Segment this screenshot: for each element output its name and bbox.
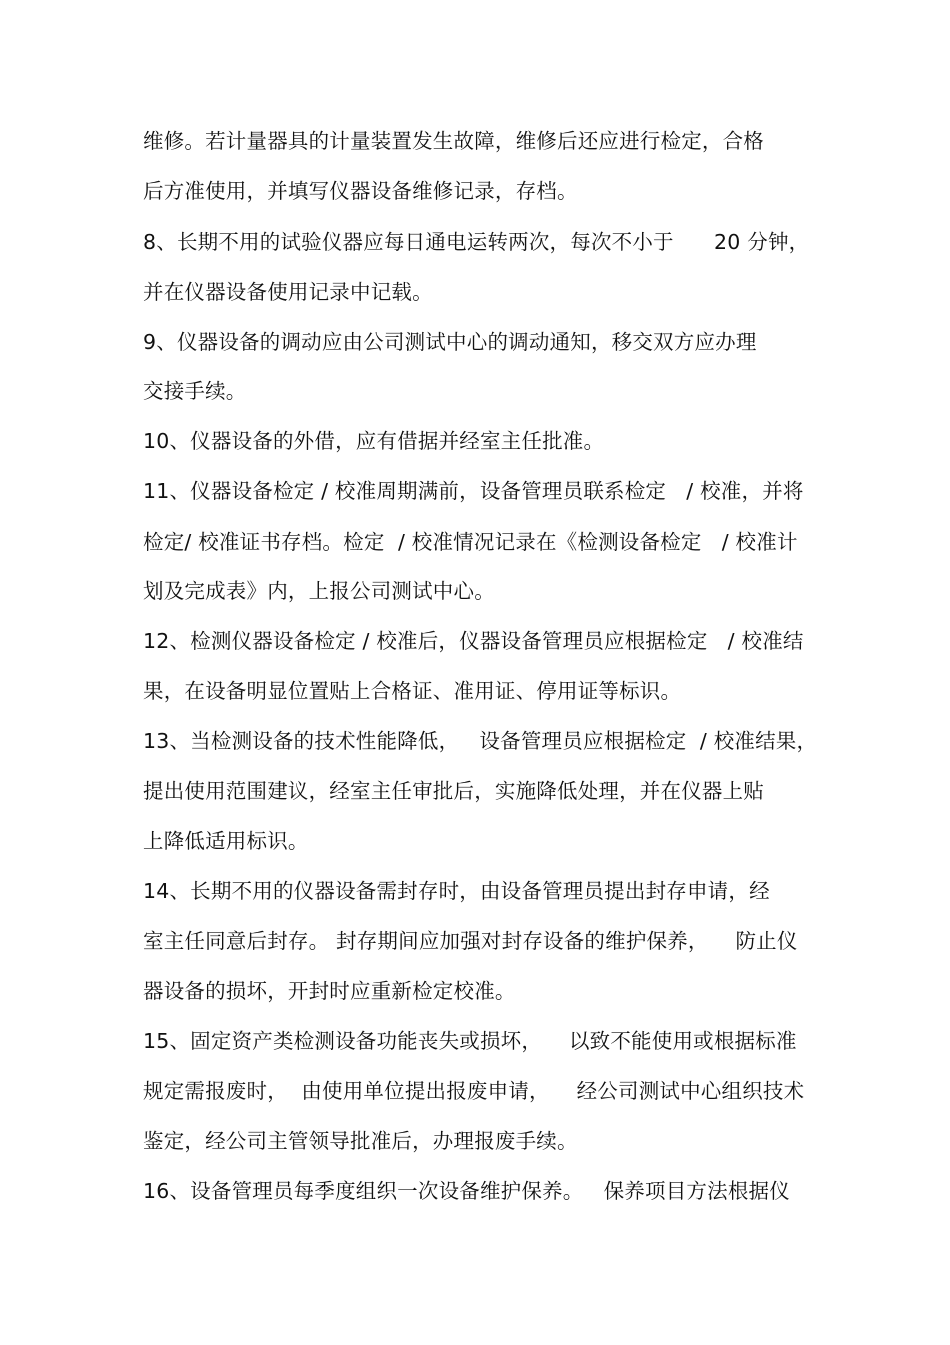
text-line: 提出使用范围建议，经室主任审批后，实施降低处理，并在仪器上贴: [143, 779, 764, 803]
text-line: 交接手续。: [143, 379, 247, 403]
text-line: 后方准使用，并填写仪器设备维修记录，存档。: [143, 179, 578, 203]
text-line: 划及完成表》内，上报公司测试中心。: [143, 579, 495, 603]
text-line: 并在仪器设备使用记录中记载。: [143, 280, 433, 304]
text-line: 室主任同意后封存。 封存期间应加强对封存设备的维护保养， 防止仪: [143, 929, 798, 953]
text-line: 12、检测仪器设备检定 / 校准后，仪器设备管理员应根据检定 / 校准结: [143, 629, 804, 653]
text-line: 上降低适用标识。: [143, 829, 309, 853]
text-line: 规定需报废时， 由使用单位提出报废申请， 经公司测试中心组织技术: [143, 1079, 805, 1103]
text-line: 鉴定，经公司主管领导批准后，办理报废手续。: [143, 1129, 578, 1153]
text-line: 器设备的损坏，开封时应重新检定校准。: [143, 979, 516, 1003]
text-line: 14、长期不用的仪器设备需封存时，由设备管理员提出封存申请，经: [143, 879, 770, 903]
text-line: 9、仪器设备的调动应由公司测试中心的调动通知，移交双方应办理: [143, 330, 757, 354]
text-line: 10、仪器设备的外借，应有借据并经室主任批准。: [143, 429, 605, 453]
text-line: 果，在设备明显位置贴上合格证、准用证、停用证等标识。: [143, 679, 682, 703]
text-line: 检定/ 校准证书存档。检定 / 校准情况记录在《检测设备检定 / 校准计: [143, 530, 798, 554]
text-line: 8、长期不用的试验仪器应每日通电运转两次，每次不小于 20 分钟，: [143, 230, 810, 254]
text-line: 13、当检测设备的技术性能降低， 设备管理员应根据检定 / 校准结果，: [143, 729, 818, 753]
text-line: 16、设备管理员每季度组织一次设备维护保养。 保养项目方法根据仪: [143, 1179, 790, 1203]
text-line: 15、固定资产类检测设备功能丧失或损坏， 以致不能使用或根据标准: [143, 1029, 797, 1053]
text-line: 11、仪器设备检定 / 校准周期满前，设备管理员联系检定 / 校准，并将: [143, 479, 804, 503]
text-line: 维修。若计量器具的计量装置发生故障，维修后还应进行检定，合格: [143, 129, 764, 153]
